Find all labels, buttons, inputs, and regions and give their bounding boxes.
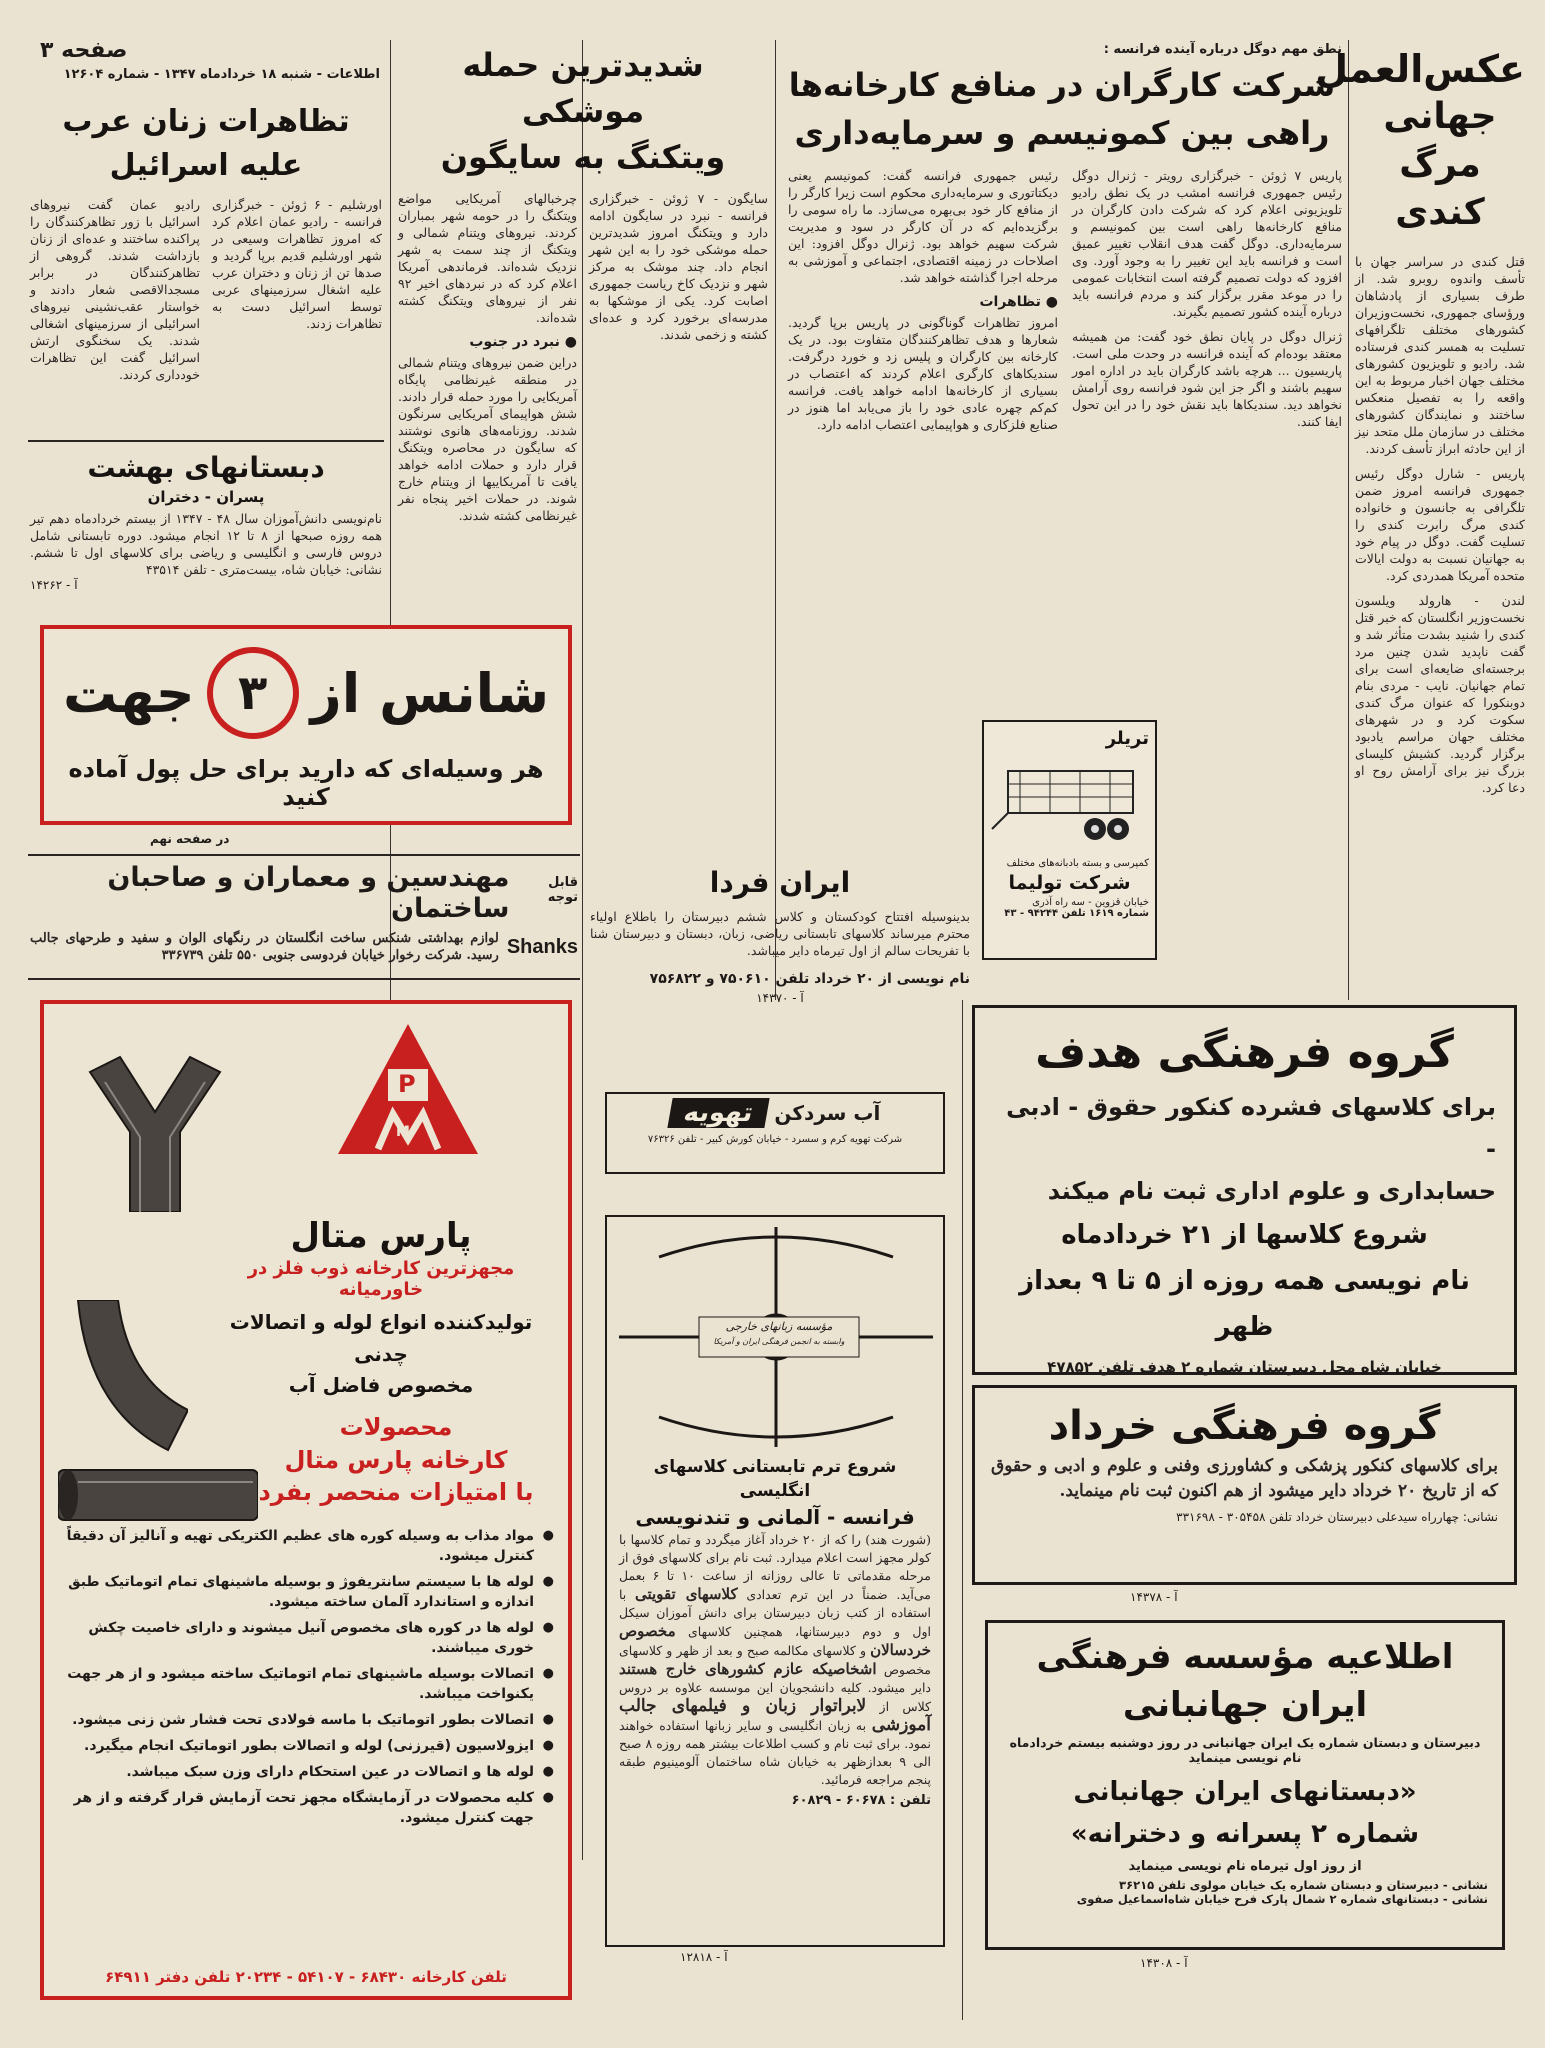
chance-see-page: در صفحه نهم bbox=[150, 832, 230, 846]
ad-tavieh bbox=[605, 1092, 945, 1174]
ad-shanks bbox=[30, 862, 578, 972]
jahanbani-title-2: ایران جهانبانی bbox=[1122, 1685, 1368, 1725]
tavieh-label: آب سردکن bbox=[774, 1101, 881, 1125]
summer-bold-3: اشخاصیکه عازم کشورهای خارج هستند bbox=[619, 1660, 877, 1678]
degaulle-headline-2: راهی بین کمونیسم و سرمایه‌داری bbox=[794, 114, 1330, 152]
chance-number: ۳ bbox=[238, 665, 268, 721]
summer-body bbox=[619, 1531, 931, 1789]
summer-body-1: (شورت هند) را که از ۲۰ خرداد آغاز میگردد و تمام کلاسها با کولر مجهز است اعلام میدارد. ثبت نام برای کلاسهای فوق از مرحله مقدماتی تا عالی روزانه از ساعت ۱۰ تا ۶ بعمل می‌آید. ضمناً در این ترم تعدادی bbox=[619, 1532, 932, 1602]
trailer-address: خیابان قزوین - سه راه آذری bbox=[1032, 897, 1149, 908]
women-headline-1: تظاهرات زنان عرب bbox=[62, 104, 350, 139]
saigon-body-2: چرخبالهای آمریکایی مواضع ویتکنگ را در حومه شهر بمباران کردند. نیروهای ویتنام شمالی و ویتکنگ از چند سمت به شهر نزدیک شده‌اند. فرماندهی آمریکا اعلام کرد که در نبردهای اخیر ۹۲ نفر از نیروهای ویتکنگ کشته شده‌اند. bbox=[398, 191, 577, 325]
tavieh-footer: شرکت تهویه کرم و سسرد - خیابان کورش کبیر - تلفن ۷۶۳۲۶ bbox=[647, 1134, 903, 1145]
ad-jahanbani bbox=[985, 1620, 1505, 1950]
summer-title-1: شروع ترم تابستانی کلاسهای انگلیسی bbox=[653, 1457, 897, 1501]
summer-title-2: فرانسه - آلمانی و تندنویسی bbox=[635, 1505, 915, 1529]
ad-trailer bbox=[982, 720, 1157, 960]
iranfarda-code: آ - ۱۴۳۷۰ bbox=[756, 991, 804, 1005]
schools-code: آ - ۱۴۲۶۲ bbox=[30, 578, 78, 592]
kennedy-body-2: پاریس - شارل دوگل رئیس جمهوری فرانسه امروز ضمن تلگرافی به جانسون و خانواده کندی مرگ رابرت کندی را تسلیت گفت. دوگل در پیام خود به جهانیان نسبت به دولت ایالات متحده آمریکا همدردی کرد. bbox=[1355, 466, 1525, 583]
jahanbani-title-3: «دبستانهای ایران جهانبانی bbox=[1073, 1777, 1417, 1807]
article-degaulle bbox=[782, 42, 1342, 722]
hadaf-line-3: شروع کلاسها از ۲۱ خردادماه bbox=[1061, 1220, 1428, 1250]
chance-title-2: جهت bbox=[62, 661, 195, 725]
women-headline-2: علیه اسرائیل bbox=[109, 148, 303, 183]
tavieh-brand: تهویه bbox=[667, 1098, 769, 1128]
parsmetal-bullet: ● مواد مذاب به وسیله کوره های عظیم الکتریکی تهیه و آنالیز آن دقیقاً کنترل میشود. bbox=[58, 1526, 554, 1566]
degaulle-body-4: ژنرال دوگل در پایان نطق خود گفت: من همیشه معتقد بوده‌ام که آینده فرانسه در وحدت ملی است. پاریسیون ... هرچه باشد کارگران باید در اداره امور سهیم باشند و اگر جز این شود فرانسه روی آرامش نخواهد دید. سندیکاها باید نقش خود را در این تحول ایفا کنند. bbox=[1072, 329, 1342, 429]
parsmetal-line-1: تولیدکننده انواع لوله و اتصالات چدنی bbox=[229, 1310, 533, 1366]
shanks-title: مهندسین و معماران و صاحبان ساختمان bbox=[107, 862, 510, 924]
women-body-2: رادیو عمان گفت نیروهای اسرائیل با زور تظاهرکنندگان را پراکنده ساختند و عده‌ای از زنان بازداشت شدند. گروهی از تظاهرکنندگان در برابر مسجدالاقصی شعار دادند و خواستار عقب‌نشینی نیروهای اسرائیلی از سرزمینهای اشغالی شدند. یک سخنگوی ارتش اسرائیل گفت این تظاهرات خودداری کردند. bbox=[30, 197, 200, 382]
kennedy-headline-1: عکس‌العمل bbox=[1315, 47, 1525, 91]
kennedy-headline-3: مرگ کندی bbox=[1395, 144, 1485, 233]
jahanbani-address-1: نشانی - دبیرستان و دبستان شماره یک خیابان مولوی تلفن ۳۶۲۱۵ bbox=[1119, 1878, 1488, 1892]
saigon-headline-1: شدیدترین حمله موشکی bbox=[462, 46, 704, 130]
summer-body-2: با استفاده از کتب زبان دبیرستان برای دانش آموزان سیکل اول و دوم دبیرستانها، همچنین کلاسهای bbox=[619, 1587, 931, 1639]
ad-hadaf bbox=[972, 1005, 1517, 1375]
summer-logo-sub: وابسته به انجمن فرهنگی ایران و آمریکا bbox=[713, 1337, 845, 1346]
hadaf-footer: خیابان شاه محل دبیرستان شماره ۲ هدف تلفن ۴۷۸۵۲ bbox=[1047, 1358, 1442, 1376]
kennedy-headline-2: جهانی bbox=[1383, 96, 1497, 137]
khordad-body: برای کلاسهای کنکور پزشکی و کشاورزی وفنی و علوم و ادبی و حقوق که از تاریخ ۲۰ خرداد دایر میشود از هم اکنون ثبت نام مینماید. bbox=[991, 1456, 1498, 1501]
ad-parsmetal bbox=[40, 1000, 572, 2000]
trailer-title: تریلر bbox=[1105, 728, 1149, 749]
degaulle-body-3: امروز تظاهرات گوناگونی در پاریس برپا گردید. شعارها و هدف تظاهرکنندگان متفاوت بود. در یک کارخانه بین کارگران و پلیس زد و خورد درگرفت. سندیکاهای کارگری اعلام کردند که اعتصاب در بسیاری از کارخانه‌ها ادامه خواهد یافت. فرانسه کم‌کم چهره عادی خود را باز می‌یابد اما هنوز در صنایع فلزکاری و هواپیمایی اعتصاب ادامه دارد. bbox=[788, 315, 1058, 432]
parsmetal-company: کارخانه پارس متال bbox=[284, 1446, 508, 1474]
ad-summer bbox=[605, 1215, 945, 1947]
ad-chance bbox=[40, 625, 572, 825]
parsmetal-name: پارس متال bbox=[290, 1216, 472, 1256]
khordad-title: گروه فرهنگی خرداد bbox=[1048, 1403, 1441, 1449]
parsmetal-logo-subletter: M bbox=[396, 1124, 410, 1140]
khordad-address: نشانی: چهارراه سیدعلی دبیرستان خرداد تلفن ۳۰۵۴۵۸ - ۳۳۱۶۹۸ bbox=[1176, 1510, 1498, 1524]
trailer-line: کمپرسی و بسته بادبانه‌های مختلف bbox=[1006, 858, 1149, 869]
parsmetal-line-2: مخصوص فاضل آب bbox=[288, 1373, 474, 1397]
summer-body-5: به زبان انگلیسی و سایر زبانها استفاده خواهند نمود. برای ثبت نام و کسب اطلاعات بیشتر همه روزه ۸ صبح الی ۹ بعدازظهر به خیابان شاه ساختمان آلومینیوم طبقه پنجم مراجعه فرمائید. bbox=[619, 1718, 931, 1787]
schools-subtitle: پسران - دختران bbox=[147, 488, 265, 506]
kennedy-body-3: لندن - هارولد ویلسون نخست‌وزیر انگلستان که خبر قتل کندی را شنید بشدت متأثر شد و گفت ناپدید شدن چنین مرد برجسته‌ای ضایعه‌ای است برای تمام جهانیان. نایب - مردی بنام دوبنکورا که عنوان مرگ کندی سکوت کرد و در شهرهای مختلف جهان مراسم یادبود برگزار گردید. کشیش کلیسای بزرگ نیز برای آرامش روح او دعا کرد. bbox=[1355, 593, 1525, 795]
schools-title: دبستانهای بهشت bbox=[87, 451, 325, 484]
parsmetal-bullet: ● اتصالات بطور اتوماتیک با ماسه فولادی تحت فشار شن زنی میشود. bbox=[58, 1710, 554, 1730]
hadaf-line-4: نام نویسی همه روزه از ۵ تا ۹ بعداز ظهر bbox=[1019, 1266, 1470, 1342]
parsmetal-bullet: ● کلیه محصولات در آزمایشگاه مجهز تحت آزمایش قرار گرفته و از هر جهت کنترل میشود. bbox=[58, 1788, 554, 1828]
summer-logo-text: مؤسسه زبانهای خارجی bbox=[725, 1320, 833, 1333]
degaulle-kicker: نطق مهم دوگل درباره آینده فرانسه : bbox=[1103, 42, 1342, 57]
jahanbani-title-1: اطلاعیه مؤسسه فرهنگی bbox=[1036, 1637, 1454, 1677]
parsmetal-bullet: ● ایزولاسیون (قیرزنی) لوله و اتصالات بطور اتوماتیک انجام میگیرد. bbox=[58, 1736, 554, 1756]
jahanbani-body: دبیرستان و دبستان شماره یک ایران جهانبانی در روز دوشنبه بیستم خردادماه نام نویسی مینماید bbox=[1009, 1735, 1481, 1765]
trailer-phone: شماره ۱۶۱۹ تلفن ۹۴۲۴۴ - ۴۳ bbox=[1004, 908, 1149, 919]
dateline: اطلاعات - شنبه ۱۸ خردادماه ۱۳۴۷ - شماره ۱۲۶۰۴ bbox=[63, 67, 380, 82]
degaulle-body-1: پاریس ۷ ژوئن - خبرگزاری رویتر - ژنرال دوگل رئیس جمهوری فرانسه امشب در یک نطق رادیو تلویزیونی اعلام کرد که شرکت دادن کارگران در منافع کارخانه‌ها راهی است بین کمونیسم و سرمایه‌داری. دوگل گفت هدف انقلاب تغییر عمیق است و فرانسه باید این تغییر را به وجود آورد. وی افزود که دولت تصمیم گرفته است انتخابات عمومی را در موعد مقرر برگزار کند و مردم فرانسه باید درباره آینده کشور تصمیم بگیرند. bbox=[1072, 168, 1342, 319]
parsmetal-footer: تلفن کارخانه ۶۸۴۳۰ - ۵۴۱۰۷ - ۲۰۲۳۴ تلفن دفتر ۶۴۹۱۱ bbox=[105, 1968, 507, 1986]
parsmetal-pipe-top bbox=[70, 1022, 260, 1212]
hadaf-line-2: حسابداری و علوم اداری ثبت نام میکند bbox=[1047, 1177, 1496, 1205]
parsmetal-pipe-bend bbox=[58, 1300, 188, 1460]
page-header bbox=[40, 38, 380, 88]
parsmetal-bullet: ● لوله ها در کوره های مخصوص آنیل میشوند و دارای خاصیت چکش خوری میباشند. bbox=[58, 1618, 554, 1658]
trailer-illustration bbox=[990, 749, 1150, 854]
ad-khordad bbox=[972, 1385, 1517, 1585]
ad-iranfarda bbox=[590, 862, 970, 1062]
summer-code: آ - ۱۲۸۱۸ bbox=[680, 1950, 728, 1964]
schools-body: نام‌نویسی دانش‌آموزان سال ۴۸ - ۱۳۴۷ از بیستم خردادماه دهم تیر همه روزه صبحها از ۸ تا ۱۲ انجام میشود. دوره تابستانی شامل دروس فارسی و انگلیسی و ریاضی برای کلاسهای اول تا ششم. نشانی: خیابان شاه، بیست‌متری - تلفن ۴۳۵۱۴ bbox=[30, 511, 383, 577]
chance-tagline: هر وسیله‌ای که دارید برای حل پول آماده کنید bbox=[68, 755, 544, 811]
parsmetal-pipe-straight bbox=[58, 1460, 258, 1530]
parsmetal-products-label: محصولات bbox=[339, 1413, 453, 1441]
shanks-lead: قابل توجه bbox=[547, 875, 578, 905]
saigon-body-1: سایگون - ۷ ژوئن - خبرگزاری فرانسه - نبرد در سایگون ادامه دارد و ویتکنگ امروز شدیدترین حمله موشکی خود را به این شهر انجام داد. چند موشک به مرکز شهر و نزدیک کاخ ریاست جمهوری اصابت کرد. یکی از موشکها به مدرسه‌ای برخورد کرد و عده‌ای کشته و زخمی شدند. bbox=[589, 191, 768, 342]
shanks-body: لوازم بهداشتی شنکس ساخت انگلستان در رنگهای الوان و سفید و طرحهای جالب رسید. شرکت رخوار خیابان فردوسی جنوبی ۵۵۰ تلفن ۳۳۶۷۳۹ bbox=[30, 931, 499, 963]
schools-notice bbox=[30, 448, 382, 608]
shanks-brand: Shanks bbox=[506, 935, 578, 958]
kennedy-body-1: قتل کندی در سراسر جهان با تأسف واندوه روبرو شد. از طرف بسیاری از پادشاهان ورؤسای جمهوری، نخست‌وزیران کشورهای مختلف تلگرافهای تسلیت به همسر کندی فرستاده شد. رادیو و تلویزیون کشورهای مختلف جهان اخبار مربوط به این واقعه را به تفصیل منعکس ساختند و نمایندگان کشورهای مختلف در سازمان ملل متحد نیز از این حادثه ابراز تأسف کردند. bbox=[1355, 254, 1525, 456]
degaulle-subhead-demos: ● تظاهرات bbox=[979, 294, 1058, 310]
jahanbani-note: از روز اول تیرماه نام نویسی مینماید bbox=[1128, 1859, 1362, 1874]
article-women bbox=[30, 100, 382, 440]
summer-phone: تلفن : ۶۰۶۷۸ - ۶۰۸۲۹ bbox=[791, 1793, 931, 1808]
summer-bold-1: کلاسهای تقویتی bbox=[635, 1585, 738, 1603]
parsmetal-logo-letter: P bbox=[398, 1070, 416, 1098]
parsmetal-slogan: مجهزترین کارخانه ذوب فلز در خاورمیانه bbox=[247, 1258, 515, 1300]
jahanbani-address-2: نشانی - دبستانهای شماره ۲ شمال پارک فرح خیابان شاه‌اسماعیل صفوی bbox=[1076, 1892, 1488, 1906]
summer-body-4: دایر میشود. کلیه دانشجویان این موسسه علاوه بر دروس کلاس از bbox=[619, 1680, 931, 1714]
saigon-body-3: دراین ضمن نیروهای ویتنام شمالی در منطقه غیرنظامی پایگاه آمریکایی را مورد حمله قرار دادند. شش هواپیمای آمریکایی سرنگون شدند. روزنامه‌های هانوی نوشتند که سایگون در محاصره ویتکنگ قرار دارد و حملات ادامه خواهد یافت تا آمریکاییها از ویتنام خارج شوند. در حملات اخیر پنجاه نفر غیرنظامی کشته شدند. bbox=[398, 355, 577, 523]
trailer-company: شرکت تولیما bbox=[1008, 872, 1131, 894]
iranfarda-body: بدینوسیله افتتاح کودکستان و کلاس ششم دبیرستان را باطلاع اولیاء محترم میرساند کلاسهای تابستانی ریاضی، زبان، دبستان و دبیرستان شنا با تفریحات سالم از اول تیرماه دایر میباشد. bbox=[590, 909, 970, 958]
parsmetal-bullets bbox=[58, 1526, 554, 1828]
saigon-subhead-south: ● نبرد در جنوب bbox=[469, 334, 577, 350]
summer-logo bbox=[619, 1227, 931, 1447]
jahanbani-code: آ - ۱۴۳۰۸ bbox=[1140, 1956, 1188, 1970]
parsmetal-bullet: ● اتصالات بوسیله ماشینهای تمام اتوماتیک ساخته میشود و از هر جهت یکنواخت میباشد. bbox=[58, 1664, 554, 1704]
khordad-code: آ - ۱۴۳۷۸ bbox=[1130, 1590, 1178, 1604]
degaulle-body-2: رئیس جمهوری فرانسه گفت: کمونیسم یعنی دیکتاتوری و سرمایه‌داری محکوم است زیرا کارگر را از منافع کار خود بی‌بهره می‌سازد. ما راه سومی را برگزیده‌ایم که در آن کارگر در سود و مدیریت شرکت سهیم خواهد بود. ژنرال دوگل افزود: این اصلاحات در زمینه اقتصادی، اجتماعی و آموزشی به مرحله اجرا گذاشته خواهد شد. bbox=[788, 168, 1058, 285]
summer-bold-4: لابراتوار زبان و فیلمهای جالب آموزشی bbox=[619, 1696, 931, 1735]
page-number: صفحه ۳ bbox=[40, 38, 128, 63]
iranfarda-contact: نام نویسی از ۲۰ خرداد تلفن ۷۵۰۶۱۰ و ۷۵۶۸۲۲ bbox=[649, 971, 970, 987]
parsmetal-bullet: ● لوله ها با سیستم سانتریفوژ و بوسیله ماشینهای تمام اتوماتیک طبق اندازه و استاندارد آلمان ساخته میشود. bbox=[58, 1572, 554, 1612]
iranfarda-title: ایران فردا bbox=[709, 866, 851, 899]
article-kennedy bbox=[1315, 45, 1525, 1055]
parsmetal-privilege: با امتیازات منحصر بفرد bbox=[258, 1478, 534, 1506]
summer-bold-2: مخصوص خردسالان bbox=[619, 1622, 931, 1659]
jahanbani-title-4: شماره ۲ پسرانه و دخترانه» bbox=[1070, 1819, 1420, 1849]
saigon-headline-2: ویتکنگ به سایگون bbox=[440, 138, 726, 176]
hadaf-line-1: برای کلاسهای فشرده کنکور حقوق - ادبی - bbox=[1006, 1093, 1496, 1163]
summer-body-3: و کلاسهای مکالمه صبح و بعد از ظهر و کلاسهای مخصوص bbox=[619, 1643, 931, 1677]
degaulle-headline-1: شرکت کارگران در منافع کارخانه‌ها bbox=[788, 66, 1336, 104]
chance-title-1: شانس از bbox=[310, 661, 550, 725]
hadaf-title: گروه فرهنگی هدف bbox=[1035, 1027, 1454, 1078]
chance-circle bbox=[207, 647, 299, 739]
women-body-1: اورشلیم - ۶ ژوئن - خبرگزاری فرانسه - رادیو عمان اعلام کرد که امروز تظاهرات وسیعی در شهر اورشلیم قدیم برپا گردید و صدها تن از زنان و دختران عرب علیه اشغال سرزمینهای عربی توسط اسرائیل دست به تظاهرات زدند. bbox=[212, 197, 382, 331]
parsmetal-bullet: ● لوله ها و اتصالات در عین استحکام دارای وزن سبک میباشد. bbox=[58, 1762, 554, 1782]
